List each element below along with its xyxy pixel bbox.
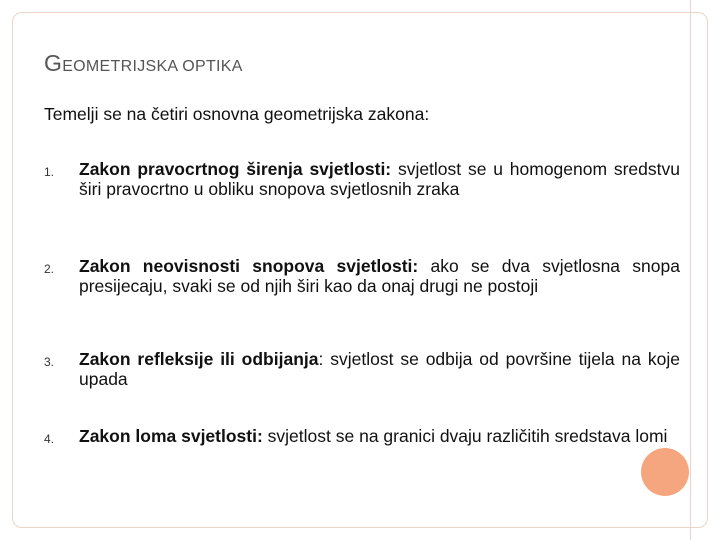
item-number: 1. bbox=[44, 165, 55, 179]
title-initial: G bbox=[44, 50, 63, 76]
item-body bbox=[79, 159, 680, 199]
item-number: 2. bbox=[44, 262, 55, 276]
item-body bbox=[79, 256, 680, 296]
item-number: 4. bbox=[44, 432, 55, 446]
item-number: 3. bbox=[44, 355, 55, 369]
law-item-1 bbox=[44, 159, 680, 199]
item-body bbox=[79, 426, 680, 446]
law-item-3 bbox=[44, 349, 680, 389]
item-heading: Zakon refleksije ili odbijanja bbox=[79, 349, 319, 369]
item-heading: Zakon neovisnosti snopova svjetlosti: bbox=[79, 256, 419, 276]
decorative-line bbox=[690, 0, 691, 540]
decorative-circle bbox=[641, 448, 689, 496]
item-heading: Zakon loma svjetlosti: bbox=[79, 426, 263, 446]
item-text: : svjetlost se odbija od površine tijela na koje upada bbox=[79, 349, 681, 389]
item-text: ako se dva svjetlosna snopa presijecaju, svaki se od njih širi kao da onaj drugi ne postoji bbox=[79, 256, 680, 296]
item-text: svjetlost se na granici dvaju različitih sredstava lomi bbox=[262, 426, 668, 446]
item-text: svjetlost se u homogenom sredstvu širi pravocrtno u obliku snopova svjetlosnih zraka bbox=[79, 159, 680, 199]
intro-text: Temelji se na četiri osnovna geometrijska zakona: bbox=[44, 104, 430, 124]
item-body bbox=[79, 349, 680, 389]
law-item-2 bbox=[44, 256, 680, 296]
title-rest: EOMETRIJSKA OPTIKA bbox=[62, 58, 243, 75]
law-item-4 bbox=[44, 426, 680, 446]
slide-title bbox=[44, 50, 243, 77]
item-heading: Zakon pravocrtnog širenja svjetlosti: bbox=[79, 159, 392, 179]
